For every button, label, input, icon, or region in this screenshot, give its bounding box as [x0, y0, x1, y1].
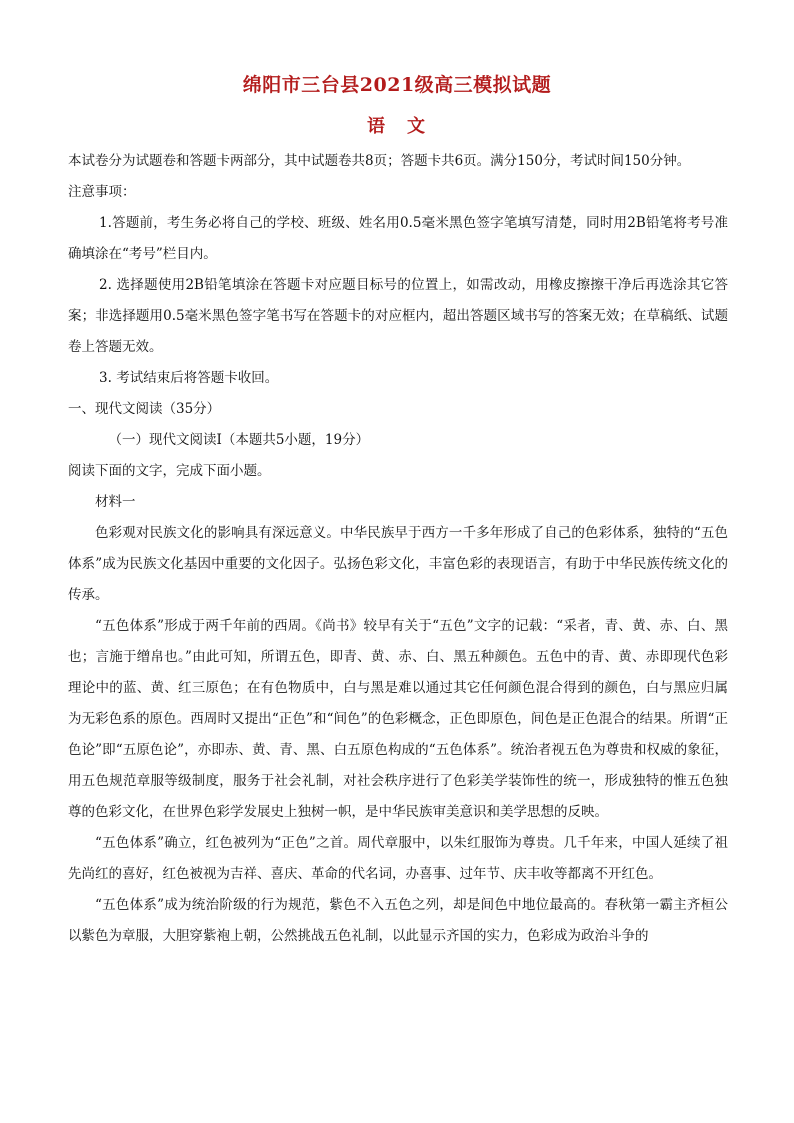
paragraph: “五色体系”确立，红色被列为“正色”之首。周代章服中，以朱红服饰为尊贵。几千年来，中国人延续了祖先尚红的喜好，红色被视为吉祥、喜庆、革命的代名词，办喜事、过年节、庆丰收等都离不开红色。 [68, 835, 728, 882]
section-heading: 一、现代文阅读（35分） [68, 401, 221, 417]
section-subheading: （一）现代文阅读Ⅰ（本题共5小题，19分） [108, 432, 370, 448]
intro-line: 本试卷分为试题卷和答题卡两部分，其中试题卷共8页；答题卡共6页。满分150分，考试时间150分钟。 [68, 153, 691, 169]
paragraph: 色彩观对民族文化的影响具有深远意义。中华民族早于西方一千多年形成了自己的色彩体系，独特的“五色体系”成为民族文化基因中重要的文化因子。弘扬色彩文化，丰富色彩的表现语言，有助于中华民族传统文化的传承。 [68, 525, 728, 603]
notice-item-2: 2. 选择题使用2B铅笔填涂在答题卡对应题目标号的位置上，如需改动，用橡皮擦擦干净后再选涂其它答案；非选择题用0.5毫米黑色签字笔书写在答题卡的对应框内，超出答题区域书写的答案无效；在草稿纸、试题卷上答题无效。 [68, 277, 728, 355]
reading-instruction: 阅读下面的文字，完成下面小题。 [68, 463, 271, 479]
notice-label: 注意事项： [68, 184, 136, 200]
material-label: 材料一 [95, 494, 136, 510]
paragraph: “五色体系”成为统治阶级的行为规范，紫色不入五色之列，却是间色中地位最高的。春秋第一霸主齐桓公以紫色为章服，大胆穿紫袍上朝，公然挑战五色礼制，以此显示齐国的实力，色彩成为政治斗争的 [68, 897, 728, 944]
notice-item-3: 3. 考试结束后将答题卡收回。 [99, 370, 279, 386]
paragraph: “五色体系”形成于两千年前的西周。《尚书》较早有关于“五色”文字的记载：“采者，青、黄、赤、白、黑也；言施于缯帛也。”由此可知，所谓五色，即青、黄、赤、白、黑五种颜色。五色中的青、黄、赤即现代色彩理论中的蓝、黄、红三原色；在有色物质中，白与黑是难以通过其它任何颜色混合得到的颜色，白与黑应归属为无彩色系的原色。西周时又提出“正色”和“间色”的色彩概念，正色即原色，间色是正色混合的结果。所谓“正色论”即“五原色论”，亦即赤、黄、青、黑、白五原色构成的“五色体系”。统治者视五色为尊贵和权威的象征，用五色规范章服等级制度，服务于社会礼制，对社会秩序进行了色彩美学装饰性的统一，形成独特的惟五色独尊的色彩文化，在世界色彩学发展史上独树一帜，是中华民族审美意识和美学思想的反映。 [68, 618, 728, 820]
subject-title [0, 112, 794, 138]
notice-item-1: 1.答题前，考生务必将自己的学校、班级、姓名用0.5毫米黑色签字笔填写清楚，同时用2B铅笔将考号准确填涂在“考号”栏目内。 [68, 215, 728, 262]
document-body [68, 146, 728, 952]
subject-char-1: 语 [367, 116, 387, 137]
subject-char-2: 文 [407, 116, 427, 137]
exam-title: 绵阳市三台县2021级高三模拟试题 [242, 74, 552, 96]
